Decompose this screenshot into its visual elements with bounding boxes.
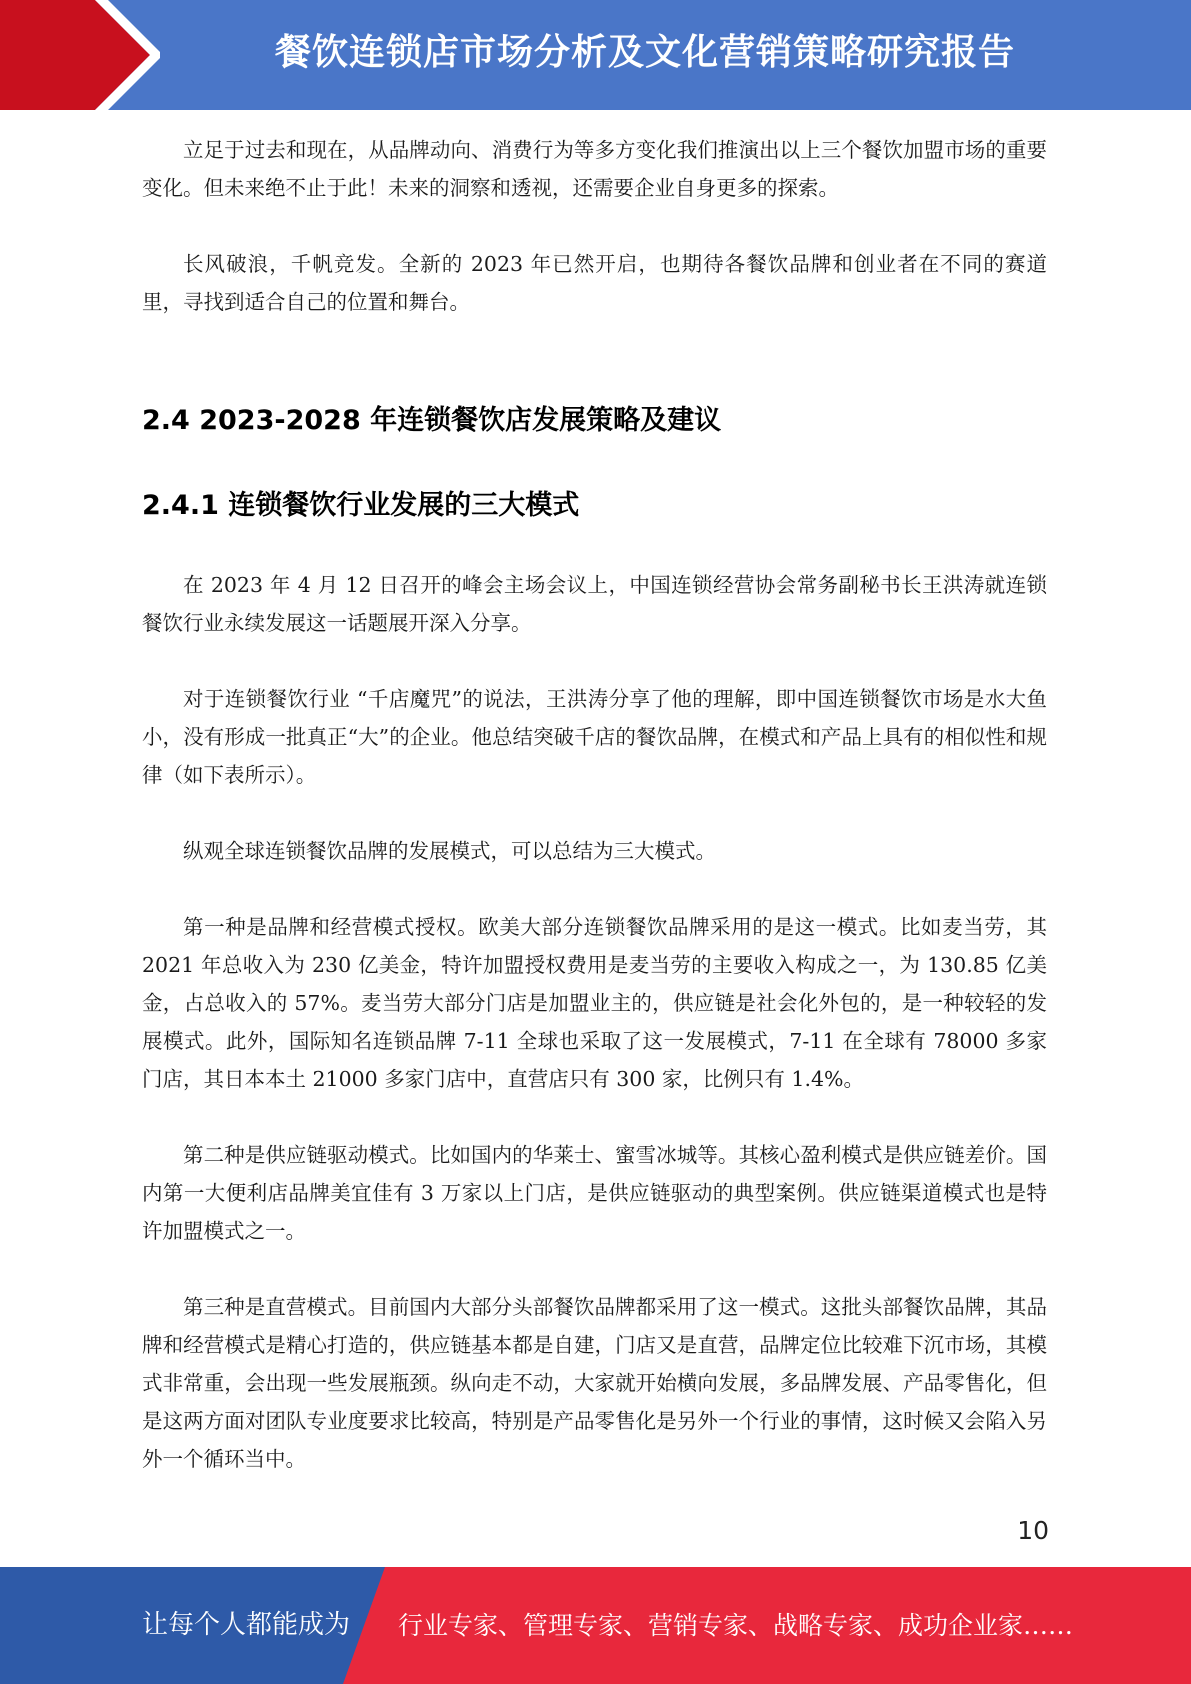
paragraph: 立足于过去和现在，从品牌动向、消费行为等多方变化我们推演出以上三个餐饮加盟市场的重要变化。但未来绝不止于此！未来的洞察和透视，还需要企业自身更多的探索。 — [142, 138, 1047, 200]
page-number: 10 — [1017, 1516, 1049, 1545]
section-heading: 2.4 2023-2028 年连锁餐饮店发展策略及建议 — [142, 405, 722, 436]
subsection-heading: 2.4.1 连锁餐饮行业发展的三大模式 — [142, 490, 580, 521]
paragraph: 纵观全球连锁餐饮品牌的发展模式，可以总结为三大模式。 — [183, 839, 716, 863]
header-banner — [0, 0, 1191, 110]
red-chevron-icon — [0, 0, 160, 110]
paragraph: 在 2023 年 4 月 12 日召开的峰会主场会议上，中国连锁经营协会常务副秘书长王洪涛就连锁餐饮行业永续发展这一话题展开深入分享。 — [142, 573, 1047, 635]
footer-slogan-right: 行业专家、管理专家、营销专家、战略专家、成功企业家…… — [398, 1611, 1074, 1640]
paragraph: 第一种是品牌和经营模式授权。欧美大部分连锁餐饮品牌采用的是这一模式。比如麦当劳，其 2021 年总收入为 230 亿美金，特许加盟授权费用是麦当劳的主要收入构成之一，为 130.85 亿美金，占总收入的 57%。麦当劳大部分门店是加盟业主的，供应链是社会化外包的，是一种较轻的发展模式。此外，国际知名连锁品牌 7-11 全球也采取了这一发展模式，7-11 在全球有 78000 多家门店，其日本本土 21000 多家门店中，直营店只有 300 家，比例只有 1.4%。 — [142, 915, 1047, 1091]
paragraph: 对于连锁餐饮行业 “千店魔咒”的说法，王洪涛分享了他的理解，即中国连锁餐饮市场是水大鱼小，没有形成一批真正“大”的企业。他总结突破千店的餐饮品牌，在模式和产品上具有的相似性和规律（如下表所示）。 — [142, 687, 1047, 787]
paragraph: 长风破浪，千帆竞发。全新的 2023 年已然开启，也期待各餐饮品牌和创业者在不同的赛道里，寻找到适合自己的位置和舞台。 — [142, 252, 1047, 314]
footer-slogan-left: 让每个人都能成为 — [142, 1610, 351, 1640]
paragraph: 第三种是直营模式。目前国内大部分头部餐饮品牌都采用了这一模式。这批头部餐饮品牌，其品牌和经营模式是精心打造的，供应链基本都是自建，门店又是直营，品牌定位比较难下沉市场，其模式非常重，会出现一些发展瓶颈。纵向走不动，大家就开始横向发展，多品牌发展、产品零售化，但是这两方面对团队专业度要求比较高，特别是产品零售化是另外一个行业的事情，这时候又会陷入另外一个循环当中。 — [142, 1295, 1047, 1471]
paragraph: 第二种是供应链驱动模式。比如国内的华莱士、蜜雪冰城等。其核心盈利模式是供应链差价。国内第一大便利店品牌美宜佳有 3 万家以上门店，是供应链驱动的典型案例。供应链渠道模式也是特许加盟模式之一。 — [142, 1143, 1047, 1243]
report-title: 餐饮连锁店市场分析及文化营销策略研究报告 — [274, 32, 1015, 73]
page-content — [142, 131, 1047, 1478]
footer-banner — [0, 1567, 1191, 1684]
